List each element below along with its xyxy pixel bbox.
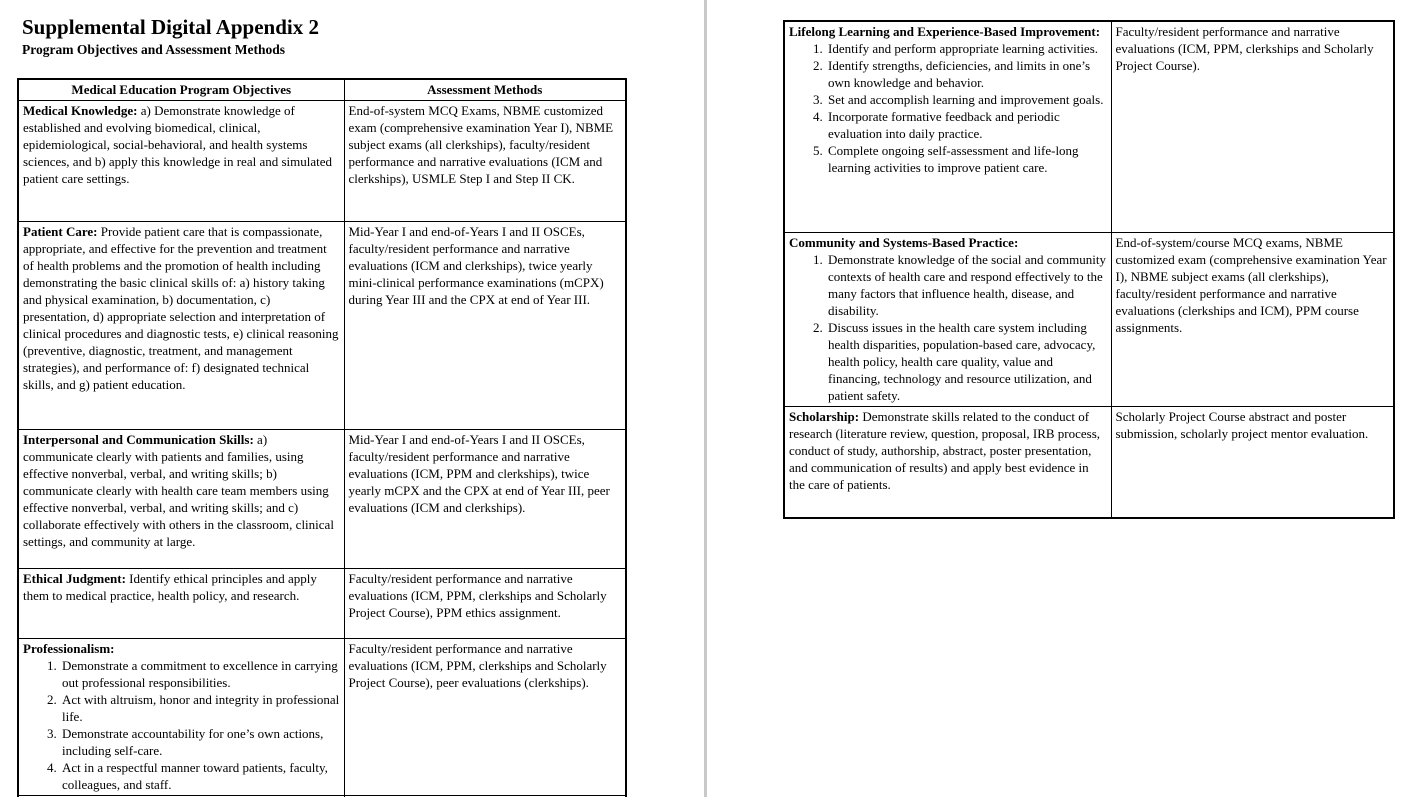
objective-label: Community and Systems-Based Practice: — [789, 235, 1019, 250]
objective-label: Patient Care: — [23, 224, 98, 239]
table-row — [18, 101, 626, 222]
table-header-row — [18, 79, 626, 101]
table-row — [18, 430, 626, 569]
objective-label: Ethical Judgment: — [23, 571, 126, 586]
assessment-cell: Faculty/resident performance and narrative evaluations (ICM, PPM, clerkships and Scholarly Project Course), peer evaluations (clerkships). — [344, 639, 626, 796]
page-title: Supplemental Digital Appendix 2 — [22, 15, 319, 39]
objective-cell: Ethical Judgment: Identify ethical principles and apply them to medical practice, health policy, and research. — [18, 569, 344, 639]
objectives-table-page2 — [783, 20, 1395, 519]
table-row — [784, 407, 1394, 519]
assessment-cell: Faculty/resident performance and narrative evaluations (ICM, PPM, clerkships and Scholarly Project Course), PPM ethics assignment. — [344, 569, 626, 639]
page-subtitle: Program Objectives and Assessment Methods — [22, 42, 285, 57]
objective-list — [789, 40, 1107, 176]
objective-list-item: 2. Discuss issues in the health care system including health disparities, population-based care, advocacy, health policy, health care quality, value and financing, technology and resource utilization, and patient safety. — [826, 319, 1107, 404]
objectives-column-header: Medical Education Program Objectives — [18, 79, 344, 101]
objective-label: Lifelong Learning and Experience-Based Improvement: — [789, 24, 1101, 39]
assessment-cell: End-of-system MCQ Exams, NBME customized exam (comprehensive examination Year I), NBME subject exams (all clerkships), faculty/resident performance and narrative evaluations (ICM and clerkships), USMLE Step I and Step II CK. — [344, 101, 626, 222]
objective-cell: Medical Knowledge: a) Demonstrate knowledge of established and evolving biomedical, clinical, epidemiological, social-behavioral, and health systems sciences, and b) apply this knowledge in real and simulated patient care settings. — [18, 101, 344, 222]
objective-list-item: 3. Demonstrate accountability for one’s own actions, including self-care. — [60, 725, 340, 759]
table-row — [18, 569, 626, 639]
objective-cell — [784, 21, 1111, 233]
objective-cell: Interpersonal and Communication Skills: a) communicate clearly with patients and families, using effective nonverbal, verbal, and writing skills; b) communicate clearly with health care team members using effective nonverbal, verbal, and writing skills; and c) collaborate effectively with others in the classroom, clinical settings, and community at large. — [18, 430, 344, 569]
objective-label: Interpersonal and Communication Skills: — [23, 432, 254, 447]
assessment-cell: End-of-system/course MCQ exams, NBME customized exam (comprehensive examination Year I), NBME subject exams (all clerkships), faculty/resident performance and narrative evaluations (clerkships and ICM), PPM course assignments. — [1111, 233, 1394, 407]
assessment-column-header: Assessment Methods — [344, 79, 626, 101]
assessment-cell: Faculty/resident performance and narrative evaluations (ICM, PPM, clerkships and Scholarly Project Course). — [1111, 21, 1394, 233]
objective-list-item: 3. Set and accomplish learning and improvement goals. — [826, 91, 1107, 108]
objective-cell — [18, 639, 344, 796]
table-row — [784, 21, 1394, 233]
assessment-cell: Scholarly Project Course abstract and poster submission, scholarly project mentor evaluation. — [1111, 407, 1394, 519]
objective-label: Medical Knowledge: — [23, 103, 138, 118]
objective-cell: Scholarship: Demonstrate skills related to the conduct of research (literature review, question, proposal, IRB process, conduct of study, authorship, abstract, poster presentation, and communication of results) and apply best evidence in the care of patients. — [784, 407, 1111, 519]
objective-list-item: 1. Identify and perform appropriate learning activities. — [826, 40, 1107, 57]
objective-list-item: 5. Complete ongoing self-assessment and life-long learning activities to improve patient care. — [826, 142, 1107, 176]
assessment-cell: Mid-Year I and end-of-Years I and II OSCEs, faculty/resident performance and narrative evaluations (ICM, PPM and clerkships), twice yearly mCPX and the CPX at end of Year III, peer evaluations (ICM and clerkships). — [344, 430, 626, 569]
objective-cell: Patient Care: Provide patient care that is compassionate, appropriate, and effective for the prevention and treatment of health problems and the promotion of health including demonstrating the basic clinical skills of: a) history taking and physical examination, b) documentation, c) presentation, d) appropriate selection and interpretation of clinical procedures and diagnostic tests, e) clinical reasoning (preventive, diagnostic, treatment, and management strategies), and performance of: f) designated technical skills, and g) patient education. — [18, 222, 344, 430]
objective-list — [23, 657, 340, 793]
page-2 — [707, 0, 1401, 797]
table-row — [18, 639, 626, 796]
objective-label: Scholarship: — [789, 409, 860, 424]
objective-list-item: 4. Act in a respectful manner toward patients, faculty, colleagues, and staff. — [60, 759, 340, 793]
table-row — [784, 233, 1394, 407]
objective-list — [789, 251, 1107, 404]
objective-list-item: 1. Demonstrate knowledge of the social and community contexts of health care and respond effectively to the many factors that influence health, disease, and disability. — [826, 251, 1107, 319]
objective-list-item: 1. Demonstrate a commitment to excellence in carrying out professional responsibilities. — [60, 657, 340, 691]
assessment-cell: Mid-Year I and end-of-Years I and II OSCEs, faculty/resident performance and narrative evaluations (ICM and clerkships), twice yearly mini-clinical performance examinations (mCPX) during Year III and the CPX at end of Year III. — [344, 222, 626, 430]
objective-list-item: 4. Incorporate formative feedback and periodic evaluation into daily practice. — [826, 108, 1107, 142]
objectives-table-page1 — [17, 78, 627, 797]
objective-list-item: 2. Act with altruism, honor and integrity in professional life. — [60, 691, 340, 725]
table-row — [18, 222, 626, 430]
objective-list-item: 2. Identify strengths, deficiencies, and limits in one’s own knowledge and behavior. — [826, 57, 1107, 91]
objective-label: Professionalism: — [23, 641, 115, 656]
objective-cell — [784, 233, 1111, 407]
